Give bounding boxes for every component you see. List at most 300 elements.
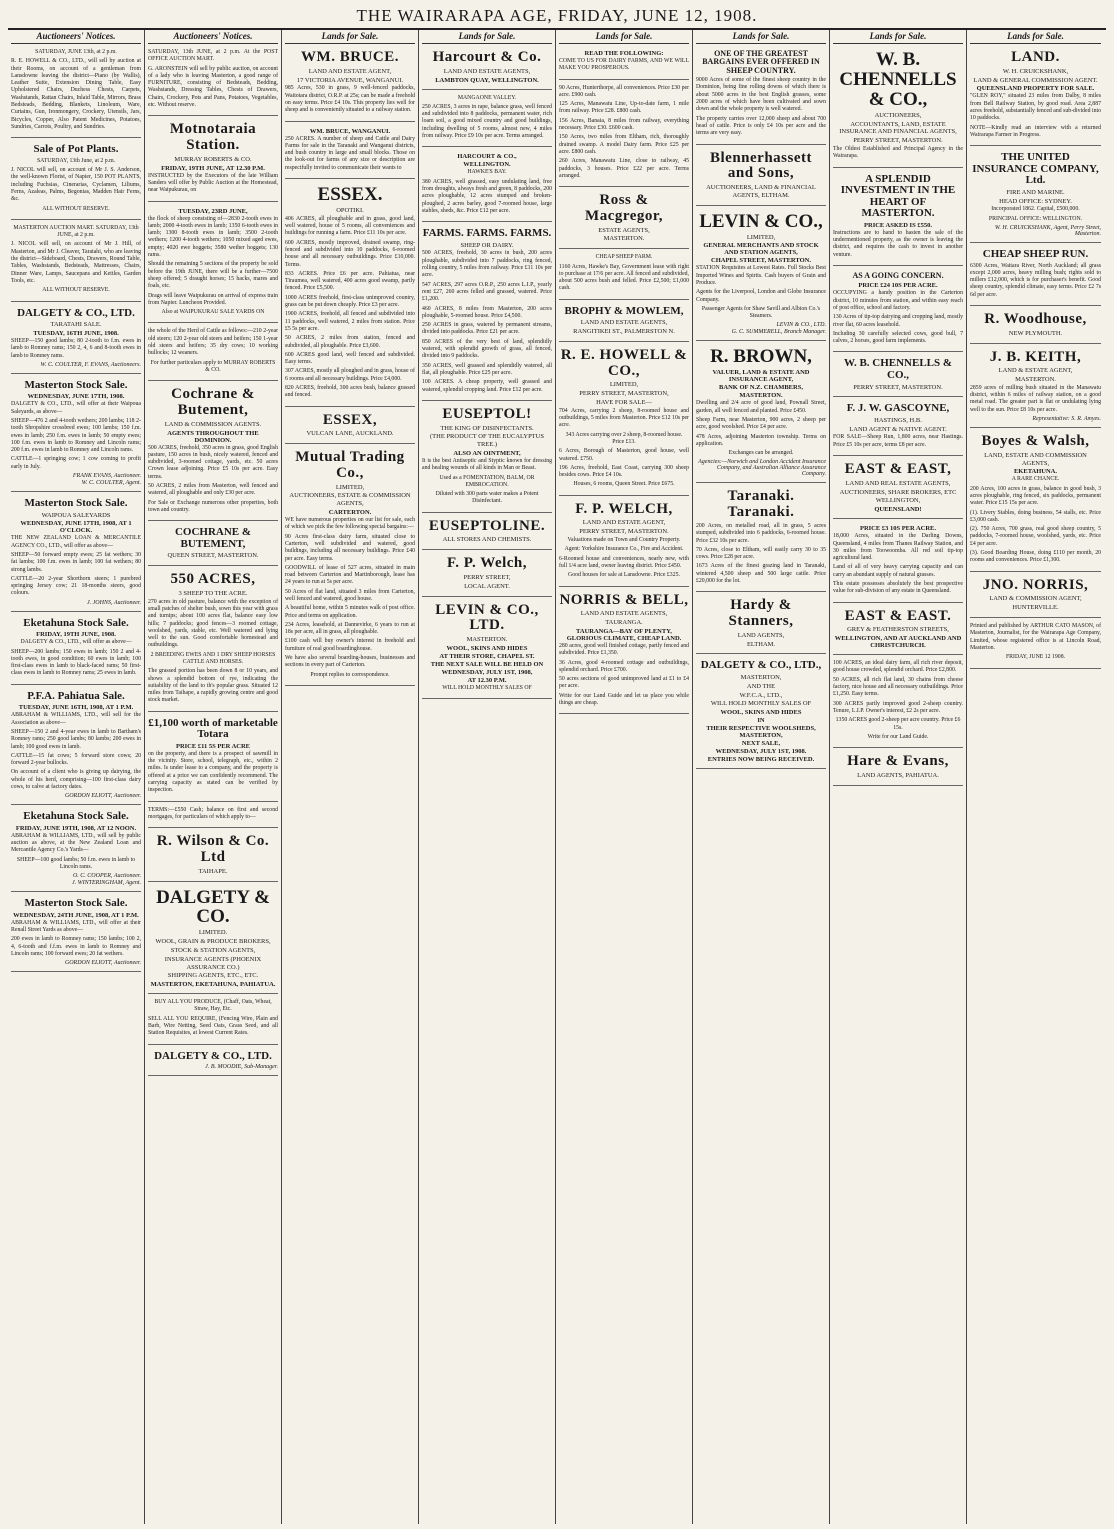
ad-paragraph: 350 ACRES, well grassed and splendidly watered, all flat, all ploughable. Price £25 per acre. [422, 362, 552, 376]
ad-highlight: WEDNESDAY, 24TH JUNE, 1908, AT 1 P.M. [13, 911, 139, 919]
advertisement [970, 149, 1101, 243]
column-header: Lands for Sale. [422, 30, 552, 44]
ad-highlight: MASTERTON, EKETAHUNA, PAHIATUA. [150, 981, 276, 989]
ad-subtitle: HAVE FOR SALE— [596, 398, 652, 406]
advertisement [559, 499, 689, 587]
advertisement [422, 150, 552, 222]
ad-subtitle: WELLINGTON, [875, 497, 921, 505]
column-1 [8, 30, 145, 1524]
advertisement [696, 209, 826, 342]
ad-title: Masterton Stock Sale. [24, 378, 128, 391]
ad-signature: FRANK EVANS, Auctioneer. [72, 473, 141, 480]
ad-subtitle: LAND AND REAL ESTATE AGENTS, [845, 479, 951, 487]
ad-subtitle: (THE PRODUCT OF THE EUCALYPTUS TREE.) [430, 433, 544, 449]
ad-paragraph: SHEEP—150 good lambs; 80 2-tooth to f.m. ewes in lamb to Romney rams; 150 2, 4, 6 and 8-tooth ewes in lamb to Romney rams. [11, 337, 141, 359]
ad-subtitle: LAND & ESTATE AGENT, [998, 367, 1073, 375]
advertisement [148, 885, 278, 995]
advertisement [559, 47, 689, 80]
column-4 [419, 30, 556, 1524]
ad-title: Mutual Trading Co., [295, 449, 405, 481]
advertisement [559, 190, 689, 249]
ad-paragraph: on the property, and there is a prospect of sawmill in the vicinity. Store, school, telegraph, etc., within 2 miles. Is under lease to a company, and the property is offered at a price we can confidently recommend. The carrying capacity as stated can be verified by inspection. [148, 750, 278, 794]
advertisement [11, 377, 141, 492]
column-5 [556, 30, 693, 1524]
ad-paragraph: 200 ewes in lamb to Romney rams; 150 lambs; 100 2, 4, 6-tooth and f.f.m. ewes in lamb to Romney and Lincoln rams; 100 forward ewes; 20 fat wethers. [11, 936, 141, 958]
ad-paragraph: 1160 Acres, Hawke's Bay, Government lease with right to purchase at 17/6 per acre. All fenced and subdivided, about 500 acres bush and felled. Price £2,500; £1,000 cash. [559, 263, 689, 292]
ad-paragraph: Should the remaining 5 sections of the property be sold before the 19th JUNE, there will be a further—7500 sheep offered; 5 draught horses; 15 hacks, mares and foals, etc. [148, 261, 278, 290]
advertisement [833, 751, 963, 786]
ad-title: P.F.A. Pahiatua Sale. [27, 689, 125, 702]
ad-paragraph: 2859 acres of milling bush situated in the Manawatu district, within 6 miles of railway station, on a good metal road. The greater part is flat or undulating lying well to the sun. Price £8 10s per acre. [970, 384, 1101, 413]
ad-paragraph: 250 ACRES in grass, watered by permanent streams, divided into paddocks. Price £21 per acre. [422, 322, 552, 336]
ad-highlight: EKETAHUNA. [1013, 468, 1058, 476]
advertisement [285, 410, 415, 445]
ad-highlight: FRIDAY, 19TH JUNE, 1908. [36, 631, 116, 639]
advertisement [148, 715, 278, 802]
advertisement [11, 305, 141, 374]
ad-subtitle: MASTERTON. [603, 235, 645, 243]
ad-title: Masterton Stock Sale. [24, 497, 128, 510]
ad-paragraph: Sheep Farm, near Masterton, 900 acres, 2 sheep per acre, good woolshed. Price £4 per acre. [696, 416, 826, 431]
ad-title: Blennerhassett and Sons, [710, 149, 812, 182]
ad-signature: W. C. COULTER, Agent. [81, 480, 141, 487]
ad-paragraph: It is the best Antiseptic and Styptic known for dressing and healing wounds of all kinds in Man or Beast. [422, 457, 552, 472]
ad-paragraph: Instructions are to hand to hasten the sale of the undermentioned property, as the owner is leaving the district, and requires the cash to invest in another venture. [833, 229, 963, 258]
ad-paragraph: STATION Requisites at Lowest Rates. Full Stocks Best Imported Wines and Spirits. Cash buyers of Grain and Produce. [696, 265, 826, 286]
advertisement [833, 606, 963, 656]
ad-subtitle: STOCK & STATION AGENTS, [170, 947, 256, 954]
ad-paragraph: WILL HOLD MONTHLY SALES OF [442, 684, 532, 691]
advertisement [696, 595, 826, 654]
ad-highlight: THE NEXT SALE WILL BE HELD ON [430, 660, 544, 668]
advertisement [148, 326, 278, 381]
ad-subtitle: WILL HOLD MONTHLY SALES OF [710, 700, 812, 708]
ad-title: Taranaki. Taranaki. [727, 488, 795, 521]
ad-paragraph: SHEEP—150 2 and 4-year ewes in lamb to Bartham's Romney rams; 250 good lambs; 80 lambs; 200 ewes in lamb; 100 good ewes in lamb. [11, 728, 141, 750]
ad-highlight: WEDNESDAY, JULY 1ST, 1908. [715, 748, 807, 756]
ad-paragraph: Drags will leave Waipukurau on arrival of express train from Napier. Luncheon Provided. [148, 292, 278, 306]
ad-subtitle: PERRY STREET, MASTERTON. [579, 528, 669, 536]
advertisement [696, 344, 826, 483]
ad-paragraph: 600 ACRES, mostly improved, drained swamp, ring-fenced and subdivided into 10 paddocks, 6-roomed house and all necessary outbuildings. Price £10,000. Terms. [285, 239, 415, 268]
ad-paragraph: Exchanges can be arranged. [728, 450, 794, 457]
ad-title: FARMS. FARMS. FARMS. [422, 227, 552, 240]
ad-paragraph: Good houses for sale at Lansdowne. Price £325. [568, 572, 680, 579]
ad-subtitle: PERRY STREET, MASTERTON, [579, 390, 669, 398]
ad-subtitle: LAND AND ESTATE AGENTS, [443, 67, 531, 75]
ad-highlight: TUESDAY, JUNE 16TH, 1908, AT 1 P.M. [18, 704, 134, 712]
ad-paragraph: 250 ACRES. A number of sheep and Cattle and Dairy Farms for sale in the Taranaki and Wanganui districts, and bush country in large and small blocks. Those on the look-out for farms of any size or description are respectfully invited to communicate their wants to [285, 135, 415, 171]
advertisement [285, 125, 415, 179]
ad-paragraph: 36 Acres, good 4-roomed cottage and outbuildings, splendid orchard. Price £700. [559, 659, 689, 673]
ad-subtitle: TAIHAPE. [198, 867, 228, 875]
ad-signature: J. JOHNS, Auctioneer. [86, 599, 141, 606]
advertisement [148, 384, 278, 521]
ad-paragraph: 460 ACRES, 8 miles from Masterton, 200 acres ploughable, 5-roomed house. Price £4,500. [422, 305, 552, 319]
ad-subtitle: WAIPOUA SALEYARDS [41, 511, 111, 519]
ad-title: EAST & EAST, [844, 461, 952, 478]
ad-title: Eketahuna Stock Sale. [23, 616, 129, 629]
ad-paragraph: (3). Good Boarding House, doing £110 per month, 20 rooms and conveniences. Price £1,300. [970, 550, 1101, 564]
ad-subtitle: LAND & COMMISSION AGENTS. [164, 420, 262, 428]
column-2 [145, 30, 282, 1524]
ad-subtitle: LAND, ESTATE AND COMMISSION AGENTS, [984, 451, 1087, 467]
ad-paragraph: J. NICOL will sell, on account of Mr J. S. Anderson, the well-known Florist, of Napier, 150 POT PLANTS, including Fuchsias, Cinerarias, Cyclamen, Liliums, Ferns, Azaleas, Palms, Begonias, Madden Hair Ferns, &c. [11, 167, 141, 203]
advertisement [422, 600, 552, 700]
ad-title: JNO. NORRIS, [982, 576, 1089, 593]
ad-paragraph: (2). 750 Acres, 700 grass, real good sheep country, 5 paddocks, 7-roomed house, woolshed, yards, etc. Price £4 per acre. [970, 526, 1101, 547]
ad-paragraph: SHEEP—100 good lambs; 50 f.m. ewes in lamb to Lincoln rams. [16, 856, 136, 871]
ad-paragraph: Printed and published by ARTHUR CATO MASON, of Masterton, Journalist, for the Wairarapa Age Company, Limited, whose registered office is at Lincoln Road, Masterton. [970, 623, 1101, 651]
ad-paragraph: 547 ACRES, 297 acres O.R.P., 250 acres L.I.P., yearly rent £27, 260 acres felled and grassed, watered. Price £1,200. [422, 281, 552, 303]
ad-paragraph: 280 acres, good well finished cottage, partly fenced and subdivided. Price £1,350. [559, 642, 689, 657]
columns-container [8, 30, 1106, 1524]
ad-subtitle: LAND & GENERAL COMMISSION AGENT. [973, 76, 1098, 84]
advertisement [148, 47, 278, 116]
ad-paragraph: NOTE—Kindly read an interview with a returned Wairarapa Farmer in Progress. [970, 124, 1101, 138]
ad-paragraph: A beautiful home, within 5 minutes walk of post office. Price and terms on application. [285, 605, 415, 619]
ad-subtitle: 3 SHEEP TO THE ACRE. [178, 589, 248, 597]
ad-title: DALGETY & CO., LTD. [154, 1049, 272, 1062]
ad-subtitle: AUCTIONEERS, SHARE BROKERS, ETC [839, 488, 957, 496]
ad-highlight: THEIR RESPECTIVE WOOLSHEDS, MASTERTON, [706, 725, 816, 740]
ad-highlight: QUEENSLAND! [874, 506, 922, 514]
advertisement [148, 524, 278, 566]
ad-paragraph: CATTLE—15 fat cows; 5 forward store cows; 20 forward 2-year bullocks. [11, 752, 141, 767]
ad-title: THE UNITED INSURANCE COMPANY, Ltd. [972, 151, 1099, 187]
advertisement [422, 404, 552, 513]
column-header: Lands for Sale. [285, 30, 415, 44]
ad-subtitle: RANGITIKEI ST., PALMERSTON N. [573, 328, 675, 336]
ad-paragraph: This estate possesses absolutely the best prospective value for sub-division of any estate in Queensland. [833, 580, 963, 595]
advertisement [148, 569, 278, 712]
ad-paragraph: THE NEW ZEALAND LOAN & MERCANTILE AGENCY CO., LTD., will offer as above— [11, 535, 141, 549]
ad-paragraph: Valuations made on Town and Country Property. [567, 537, 681, 544]
advertisement [11, 895, 141, 972]
ad-paragraph: Houses, 6 rooms, Queen Street. Price £675. [573, 481, 675, 488]
ad-subtitle: LAND AND ESTATE AGENT, [308, 67, 392, 75]
ad-paragraph: 300 ACRES partly improved good 2-sheep country. Tenure, L.I.P. Owner's interest, £2 2s per acre. [833, 700, 963, 714]
ad-paragraph: 500 ACRES, freehold, 30 acres in bush, 200 acres ploughable, subdivided into 7 paddocks, ring fenced, rolling country, 5 miles from railway. Price £11 10s per acre. [422, 250, 552, 279]
ad-title: CHEAP SHEEP RUN. [982, 247, 1089, 260]
ad-subtitle: ALL STORES AND CHEMISTS. [442, 536, 532, 544]
advertisement [559, 252, 689, 299]
ad-subtitle: MURRAY ROBERTS & CO. [174, 155, 252, 163]
ad-signature: G. C. SUMMERELL, Branch Manager. [731, 329, 826, 336]
advertisement [833, 459, 963, 519]
ad-subtitle: MASTERTON, [740, 673, 782, 681]
ad-paragraph: We have also several boarding-houses, businesses and sections in every part of Carterton. [285, 655, 415, 669]
advertisement [559, 345, 689, 496]
advertisement [11, 808, 141, 892]
ad-paragraph: The Oldest Established and Principal Agency in the Wairarapa. [833, 146, 963, 160]
ad-title: AS A GOING CONCERN. [852, 270, 944, 280]
advertisement [148, 831, 278, 881]
ad-paragraph: DALGETY & CO., LTD., will offer as above— [20, 639, 132, 646]
ad-title: Boyes & Walsh, [981, 433, 1090, 450]
ad-subtitle: THE KING OF DISINFECTANTS. [440, 424, 534, 432]
ad-paragraph: FRIDAY, JUNE 12 1908. [1005, 654, 1066, 661]
ad-subtitle: QUEEN STREET, MASTERTON. [167, 552, 259, 560]
advertisement [833, 522, 963, 602]
ad-paragraph: the flock of sheep consisting of—2830 2-tooth ewes in lamb; 2000 4-tooth ewes in lamb; 1350 6-tooth ewes in lamb; 1300 8-tooth ewes in lamb; 3500 2-tooth wethers; 1200 4-tooth wethers; 1050 mixed aged ewes, empty; 4020 ewe hoggets; 3580 wether hoggets; 130 rams. [148, 215, 278, 259]
advertisement [11, 223, 141, 302]
ad-title: R. Wilson & Co. Ltd [156, 833, 270, 865]
ad-signature: Agencies:—Norwich and London Accident Insurance Company, and Australian Alliance Assurance Company. [698, 459, 826, 478]
ad-highlight: GENERAL MERCHANTS AND STOCK AND STATION AGENTS, [703, 242, 819, 257]
ad-paragraph: the whole of the Herd of Cattle as follows:—210 2-year old steers; 120 2-year old steers and heifers; 150 1-year old steers and heifers; 35 dry cows; 10 working bullocks; 12 weaners. [148, 328, 278, 357]
ad-subtitle: AUCTIONEERS, [874, 111, 922, 119]
ad-highlight: WELLINGTON. [463, 161, 511, 169]
ad-paragraph: 1673 Acres of the finest grazing land in Taranaki, wintered 4,500 sheep and 500 large cattle. Price £20,000 for the lot. [696, 563, 826, 585]
ad-highlight: WOOL, SKINS AND HIDES [446, 644, 528, 652]
ad-paragraph: Prompt replies to correspondence. [310, 671, 390, 678]
ad-subtitle: AND THE [746, 682, 776, 690]
ad-title: F. P. Welch, [446, 555, 528, 572]
ad-highlight: WELLINGTON, AND AT AUCKLAND AND CHRISTCHURCH. [834, 635, 962, 650]
ad-paragraph: Agents for the Liverpool, London and Globe Insurance Company. [696, 289, 826, 303]
ad-paragraph: 2 BREEDING EWES AND 1 DRY SHEEP HORSES CATTLE AND HORSES. [150, 651, 276, 665]
ad-paragraph: 343 Acres carrying over 2 sheep, 8-roomed house. Price £13. [565, 431, 683, 445]
ad-paragraph: WE have numerous properties on our list for sale, each of which we pick the few following special bargains:— [285, 517, 415, 531]
ad-highlight: FRIDAY, 19TH JUNE, AT 12.30 P.M. [161, 164, 265, 172]
advertisement [11, 47, 141, 138]
ad-highlight: AT 12.30 P.M. [467, 676, 507, 684]
ad-paragraph: 985 Acres, 530 in grass, 9 well-fenced paddocks, Waitotara district, O.R.P. at 25s; can be made a freehold on easy terms. Price £4 10s. This property lies well for sheep and is conveniently situated to a railway station. [285, 85, 415, 114]
advertisement [422, 553, 552, 596]
ad-paragraph: 307 ACRES, mostly all ploughed and in grass, house of 6 rooms and all necessary buildings. Price £4,000. [285, 368, 415, 382]
ad-title: Ross & Macgregor, [585, 192, 663, 224]
ad-highlight: CHAPEL STREET, MASTERTON. [711, 257, 811, 265]
advertisement [559, 83, 689, 188]
ad-subtitle: LIMITED, [609, 381, 639, 389]
ad-paragraph: 260 Acres, Manawatu Line, close to railway, 45 paddocks, 3 houses. Price £22 per acre. Terms arranged. [559, 158, 689, 179]
ad-subtitle: W.F.C.A., LTD., [739, 691, 783, 699]
ad-paragraph: OCCUPYING a handy position in the Carterton district, 10 minutes from station, and within easy reach of post office, school and factory. [833, 290, 963, 311]
ad-paragraph: 90 Acres first-class dairy farm, situated close to Carterton, well subdivided and watered, good buildings, including all necessary buildings. Price £40 per acre. Easy terms. [285, 533, 415, 562]
ad-paragraph: 1350 ACRES good 2-sheep per acre country. Price £6 15s. [835, 717, 961, 731]
advertisement [148, 805, 278, 829]
ad-subtitle: 17 VICTORIA AVENUE, WANGANUI. [296, 76, 404, 84]
advertisement [422, 225, 552, 401]
ad-subtitle: LAND AND ESTATE AGENTS, [580, 319, 668, 327]
ad-highlight: PRICE £3 10S PER ACRE. [859, 525, 937, 533]
ad-paragraph: HAWKE'S BAY. [467, 169, 507, 176]
ad-paragraph: GOODWILL of lease of 527 acres, situated in main road between Carterton and Martinborough, lease has 24 years to run at 5s per acre. [285, 564, 415, 586]
ad-subtitle: LAND AND ESTATE AGENT, [582, 519, 666, 527]
ad-paragraph: 380 ACRES, well grassed, easy undulating land, free from droughts, always fresh and green, 8 paddocks, 200 acres ploughable, 12 acres stumped and broken-ploughed, 2 acres barley, good 7-roomed house, large stables, sheds, &c. Price £12 per acre. [422, 178, 552, 214]
advertisement [970, 309, 1101, 344]
ad-subtitle: NEW PLYMOUTH. [1008, 329, 1063, 337]
ad-highlight: AT THEIR STORE, CHAPEL ST. [439, 652, 535, 660]
column-header: Lands for Sale. [696, 30, 826, 44]
ad-title: W. B. CHENNELLS & CO., [843, 357, 953, 381]
ad-title: Eketahuna Stock Sale. [23, 810, 129, 823]
ad-title: F. J. W. GASCOYNE, [846, 402, 950, 415]
ad-paragraph: Diluted with 300 parts water makes a Potent Disinfectant. [435, 491, 539, 505]
ad-paragraph: CATTLE—1 springing cow; 1 cow coming to profit early in July. [11, 456, 141, 470]
ad-paragraph: 820 ACRES, freehold, 300 acres bush, balance grassed and fenced. [285, 384, 415, 399]
ad-paragraph: 50 ACRES, all rich flat land, 30 chains from cheese factory, nice house and all necessary outbuildings. Price £1,250. Easy terms. [833, 676, 963, 698]
ad-paragraph: R. E. HOWELL & CO., LTD., will sell by auction at their Rooms, on account of a gentleman from Lansdowne leaving the district—Piano (by Wallis), Leather Suite, Extension Dining Table, Easy Upholstered Chairs, Duchess Chests, Carpets, Washstands, Rattan Chairs, Inlaid Table, Mirrors, Brass Bedsteads, Bedding, Blankets, Linoleum, Ware, Curtains, Gun, Ironmongery, Crockery, Utensils, Jars, Bicycles, Copper, Also Patent Medicines, Potatoes, Sundries, Carrots, Poultry, and Sundries. [11, 58, 141, 130]
ad-paragraph: £100 cash will buy owner's interest in freehold and furniture of real good boardinghouse. [285, 638, 415, 652]
advertisement [970, 431, 1101, 572]
ad-paragraph: MASTERTON AUCTION MART. SATURDAY, 13th JUNE, at 2 p.m. [13, 224, 139, 239]
advertisement [696, 486, 826, 592]
ad-highlight: BANK OF N.Z. CHAMBERS, [719, 384, 803, 392]
ad-title: 550 ACRES, [170, 571, 256, 588]
ad-highlight: TUESDAY, 16TH JUNE, 1908. [33, 329, 119, 337]
ad-title: R. BROWN, [710, 346, 812, 368]
ad-title: LAND. [1011, 49, 1060, 65]
ad-paragraph: Including 30 carefully selected cows, good bull, 7 calves, 2 horses, good farm implements. [833, 330, 963, 345]
ad-highlight: WOOL, SKINS AND HIDES [720, 709, 802, 717]
column-header: Lands for Sale. [833, 30, 963, 44]
ad-paragraph: ALL WITHOUT RESERVE. [42, 205, 110, 212]
ad-title: LEVIN & CO., LTD. [435, 601, 539, 634]
ad-paragraph: 250 ACRES, 3 acres in rape, balance grass, well fenced and subdivided into 8 paddocks, permanent water, rich loam soil, a good mixed country and good buildings, including dwelling of 5 rooms, almost new, 4 miles from railway. Price £9 10s per acre. Terms arranged. [422, 103, 552, 140]
ad-highlight: HARCOURT & CO., [457, 153, 517, 161]
masthead: THE WAIRARAPA AGE, FRIDAY, JUNE 12, 1908. [8, 4, 1106, 30]
ad-subtitle: OPOTIKI. [336, 206, 364, 214]
ad-subtitle: INSURANCE AGENTS (PHOENIX ASSURANCE CO.) [164, 955, 262, 971]
ad-paragraph: J. NICOL will sell, on account of Mr J. Hill, of Masterton, and Mr J. Cleaver, Taratahi, who are leaving the district—Sideboard, Chests, Drawers, Round Table, Tables, Washstands, Bedsteads, Mattresses, Chairs, Dinner Ware, Lamps, Saucepans and Kettles, Garden Tools, etc. [11, 241, 141, 284]
ad-title: Hardy & Stanners, [728, 597, 794, 630]
ad-highlight: TUESDAY, 23RD JUNE, [178, 207, 248, 215]
ad-subtitle: LAND AGENT & NATIVE AGENT. [849, 425, 947, 433]
advertisement [422, 93, 552, 148]
ad-paragraph: 600 ACRES good land, well fenced and subdivided. Easy terms. [285, 351, 415, 366]
ad-highlight: READ THE FOLLOWING: [584, 50, 664, 57]
ad-highlight: PRICE ASKED IS £550. [864, 221, 932, 229]
advertisement [696, 47, 826, 145]
ad-subtitle: HASTINGS, H.B. [874, 416, 922, 424]
ad-signature: J. B. MOODIE, Sub-Manager. [205, 1064, 278, 1071]
ad-paragraph: 196 Acres, freehold, East Coast, carrying 300 sheep besides cows. Price £4 10s. [559, 464, 689, 479]
ad-paragraph: ALL WITHOUT RESERVE. [42, 287, 110, 294]
ad-paragraph: MANGAONE VALLEY. [457, 94, 517, 101]
advertisement [11, 615, 141, 685]
advertisement [285, 447, 415, 686]
ad-subtitle: W. H. CRUICKSHANK, [1002, 67, 1069, 75]
ad-paragraph: "GLEN ROY," situated 23 miles from Dalby, 8 miles from Bell Railway Station, by good road. Area 2,887 acres freehold, substantially fenced and sub-divided into 10 paddocks. [970, 93, 1101, 122]
ad-highlight: PRICE £11 5S PER ACRE [175, 742, 251, 750]
ad-subtitle: MASTERTON. [466, 636, 508, 644]
ad-signature: GORDON ELIOTT, Auctioneer. [64, 793, 141, 800]
ad-title: R. E. HOWELL & CO., [560, 346, 688, 379]
ad-subtitle: LIMITED, [746, 233, 776, 241]
ad-title: Sale of Pot Plants. [33, 143, 119, 156]
ad-signature: J. WINTERINGHAM, Agent. [71, 880, 141, 887]
ad-paragraph: SATURDAY, JUNE 13th, at 2 p.m. [35, 49, 117, 55]
ad-subtitle: TAURANGA. [605, 619, 643, 627]
ad-subtitle: LAND AGENTS, [737, 631, 785, 639]
ad-highlight: TAURANGA—BAY OF PLENTY, GLORIOUS CLIMATE, CHEAP LAND. [566, 627, 682, 642]
ad-title: DALGETY & CO., LTD. [17, 306, 135, 319]
advertisement [833, 400, 963, 456]
ad-subtitle: SHIPPING AGENTS, ETC., ETC. [167, 972, 259, 980]
column-7 [830, 30, 967, 1524]
ad-paragraph: 9000 Acres of some of the finest sheep country in the Dominion, being fine rolling downs of which there is about 5000 acres in the best English grasses, some 2000 acres of which have been cultivated and sown down and the whole property is well watered. [696, 77, 826, 113]
advertisement [970, 47, 1101, 146]
ad-paragraph: 500 ACRES, freehold, 350 acres in grass, good English pasture, 150 acres in bush, nicely watered, fenced and subdivided, 3-roomed cottage, yards, etc. 50 acres Crown lease adjoining. Price £5 10s per acre. Easy terms. [148, 444, 278, 480]
ad-paragraph: Incorporated 1862. Capital, £500,000. [991, 206, 1080, 213]
ad-highlight: LAMBTON QUAY, WELLINGTON. [435, 76, 539, 84]
ad-subtitle: ACCOUNTANTS, LAND, ESTATE INSURANCE AND FINANCIAL AGENTS, [839, 120, 957, 136]
ad-subtitle: LAND AGENTS, PAHIATUA. [857, 771, 939, 779]
ad-paragraph: CHEAP SHEEP FARM. [595, 254, 653, 261]
ad-title: DALGETY & CO. [156, 886, 270, 928]
ad-paragraph: 6 Acres, Borough of Masterton, good house, well watered. £750. [559, 448, 689, 462]
ad-subtitle: HEAD OFFICE: SYDNEY. [999, 197, 1072, 205]
ad-paragraph: SATURDAY, 13th June, at 2 p.m. [36, 157, 116, 164]
ad-highlight: QUEENSLAND PROPERTY FOR SALE. [976, 85, 1095, 93]
advertisement [148, 119, 278, 201]
ad-highlight: WM. BRUCE, WANGANUI. [309, 127, 391, 135]
ad-title: A SPLENDID INVESTMENT IN THE HEART OF MASTERTON. [840, 172, 956, 220]
advertisement [11, 495, 141, 612]
ad-paragraph: 1000 ACRES freehold, first-class unimproved country, grass can be put down cheaply. Price £3 per acre. [285, 294, 415, 309]
ad-subtitle: VULCAN LANE, AUCKLAND. [306, 430, 394, 438]
ad-paragraph: Used as a FOMENTATION, BALM, OR EMBROCATION. [439, 474, 535, 488]
ad-highlight: WEDNESDAY, JUNE 17TH, 1908. [27, 393, 125, 401]
ad-highlight: FRIDAY, JUNE 19TH, 1908, AT 12 NOON. [15, 824, 137, 832]
ad-subtitle: AUCTIONEERS, ESTATE & COMMISSION AGENTS, [289, 492, 411, 508]
ad-paragraph: 6300 Acres, Waitara River, North Auckland; all grass except 2,000 acres, heavy milling bush; rights sold to millers £12,000, which is for purchaser's benefit. Good sheep country, splendid climate, easy terms. Price £2 7s 6d per acre. [970, 262, 1101, 298]
column-header: Lands for Sale. [559, 30, 689, 44]
ad-title: J. B. KEITH, [989, 348, 1082, 365]
ad-paragraph: 18,000 Acres, situated in the Darling Downs, Queensland, 4 miles from Thanes Railway Station, and 30 miles from Toowoomba. All red soil tip-top agricultural land. [833, 533, 963, 562]
advertisement [148, 1048, 278, 1077]
ad-paragraph: ABRAHAM & WILLIAMS, LTD., will sell by public auction as above, at the New Zealand Loan and Mercantile Agency Co.'s Yards— [11, 832, 141, 854]
ad-paragraph: 156 Acres, Banaia, 8 miles from railway, everything necessary. Price £30. £600 cash. [559, 117, 689, 132]
advertisement [833, 658, 963, 748]
ad-title: £1,100 worth of marketable Totara [148, 716, 278, 741]
ad-paragraph: PRINCIPAL OFFICE: WELLINGTON. [988, 215, 1083, 222]
ad-subtitle: LAND AND ESTATE AGENTS, [580, 610, 668, 618]
ad-title: ESSEX, [322, 411, 378, 428]
ad-subtitle: LIMITED, [335, 483, 365, 491]
ad-paragraph: A RARE CHANCE. [1011, 476, 1060, 483]
ad-paragraph: For further particulars apply to MURRAY ROBERTS & CO. [150, 359, 276, 373]
ad-paragraph: 406 ACRES, all ploughable and in grass, good land, well watered, house of 5 rooms, all conveniences and buildings for running a farm. Price £11 10s per acre. [285, 215, 415, 237]
ad-signature: GORDON ELIOTT, Auctioneer. [64, 960, 141, 967]
ad-highlight: WEDNESDAY, JULY 1ST, 1908, [441, 668, 533, 676]
column-header: Auctioneers' Notices. [148, 30, 278, 44]
ad-paragraph: 270 acres in old pasture, balance with the exception of small patches of shelter bush, sown this year with grass and turnips; about 100 acres flat, balance easy low hills; 7 paddocks; good fences—3 roomed cottage, woolshed, yards, stable, etc. Well watered and lying well to the sun. Good comfortable homestead and outbuildings. [148, 598, 278, 649]
ad-paragraph: ABRAHAM & WILLIAMS, LTD., will offer at their Renall Street Yards as above— [11, 919, 141, 934]
ad-highlight: ALSO AN OINTMENT, [453, 449, 521, 457]
ad-paragraph: SATURDAY, 13th JUNE, at 2 p.m. At the POST OFFICE AUCTION MART. [148, 49, 278, 63]
ad-paragraph: 200 Acres, on metalled road, all in grass, 5 acres stumped, subdivided into 6 paddocks, 6-roomed house. Price £32 10s per acre. [696, 522, 826, 544]
ad-title: R. Woodhouse, [984, 310, 1087, 327]
ad-subtitle: AUCTIONEERS, LAND & FINANCIAL AGENTS, ELTHAM. [706, 184, 816, 199]
ad-paragraph: ABRAHAM & WILLIAMS, LTD., will sell for the Association as above— [11, 712, 141, 726]
ad-paragraph: On account of a client who is giving up dairying, the whole of his herd, comprising—100 first-class dairy cows, to calve at factory dates. [11, 769, 141, 790]
ad-title: Motnotaraia Station. [169, 121, 257, 154]
column-header: Lands for Sale. [970, 30, 1101, 44]
ad-paragraph: 70 Acres, close to Eltham, will easily carry 30 to 35 cows. Price £28 per acre. [696, 546, 826, 561]
advertisement [970, 246, 1101, 306]
advertisement [833, 355, 963, 397]
ad-paragraph: 50 ACRES, 2 miles from station, fenced and subdivided, all ploughable. Price £3,600. [285, 335, 415, 349]
advertisement [285, 47, 415, 122]
ad-highlight: VALUER, LAND & ESTATE AND INSURANCE AGENT, [712, 369, 810, 384]
ad-subtitle: MASTERTON. [1015, 376, 1056, 384]
ad-title: F. P. WELCH, [575, 500, 673, 517]
ad-subtitle: PERRY STREET, [463, 574, 511, 582]
ad-paragraph: SELL ALL YOU REQUIRE, (Fencing Wire, Plain and Barb, Wire Netting, Seed Oats, Grass Seed, and all Station Requisites, at lowest Current Rates. [148, 1015, 278, 1037]
